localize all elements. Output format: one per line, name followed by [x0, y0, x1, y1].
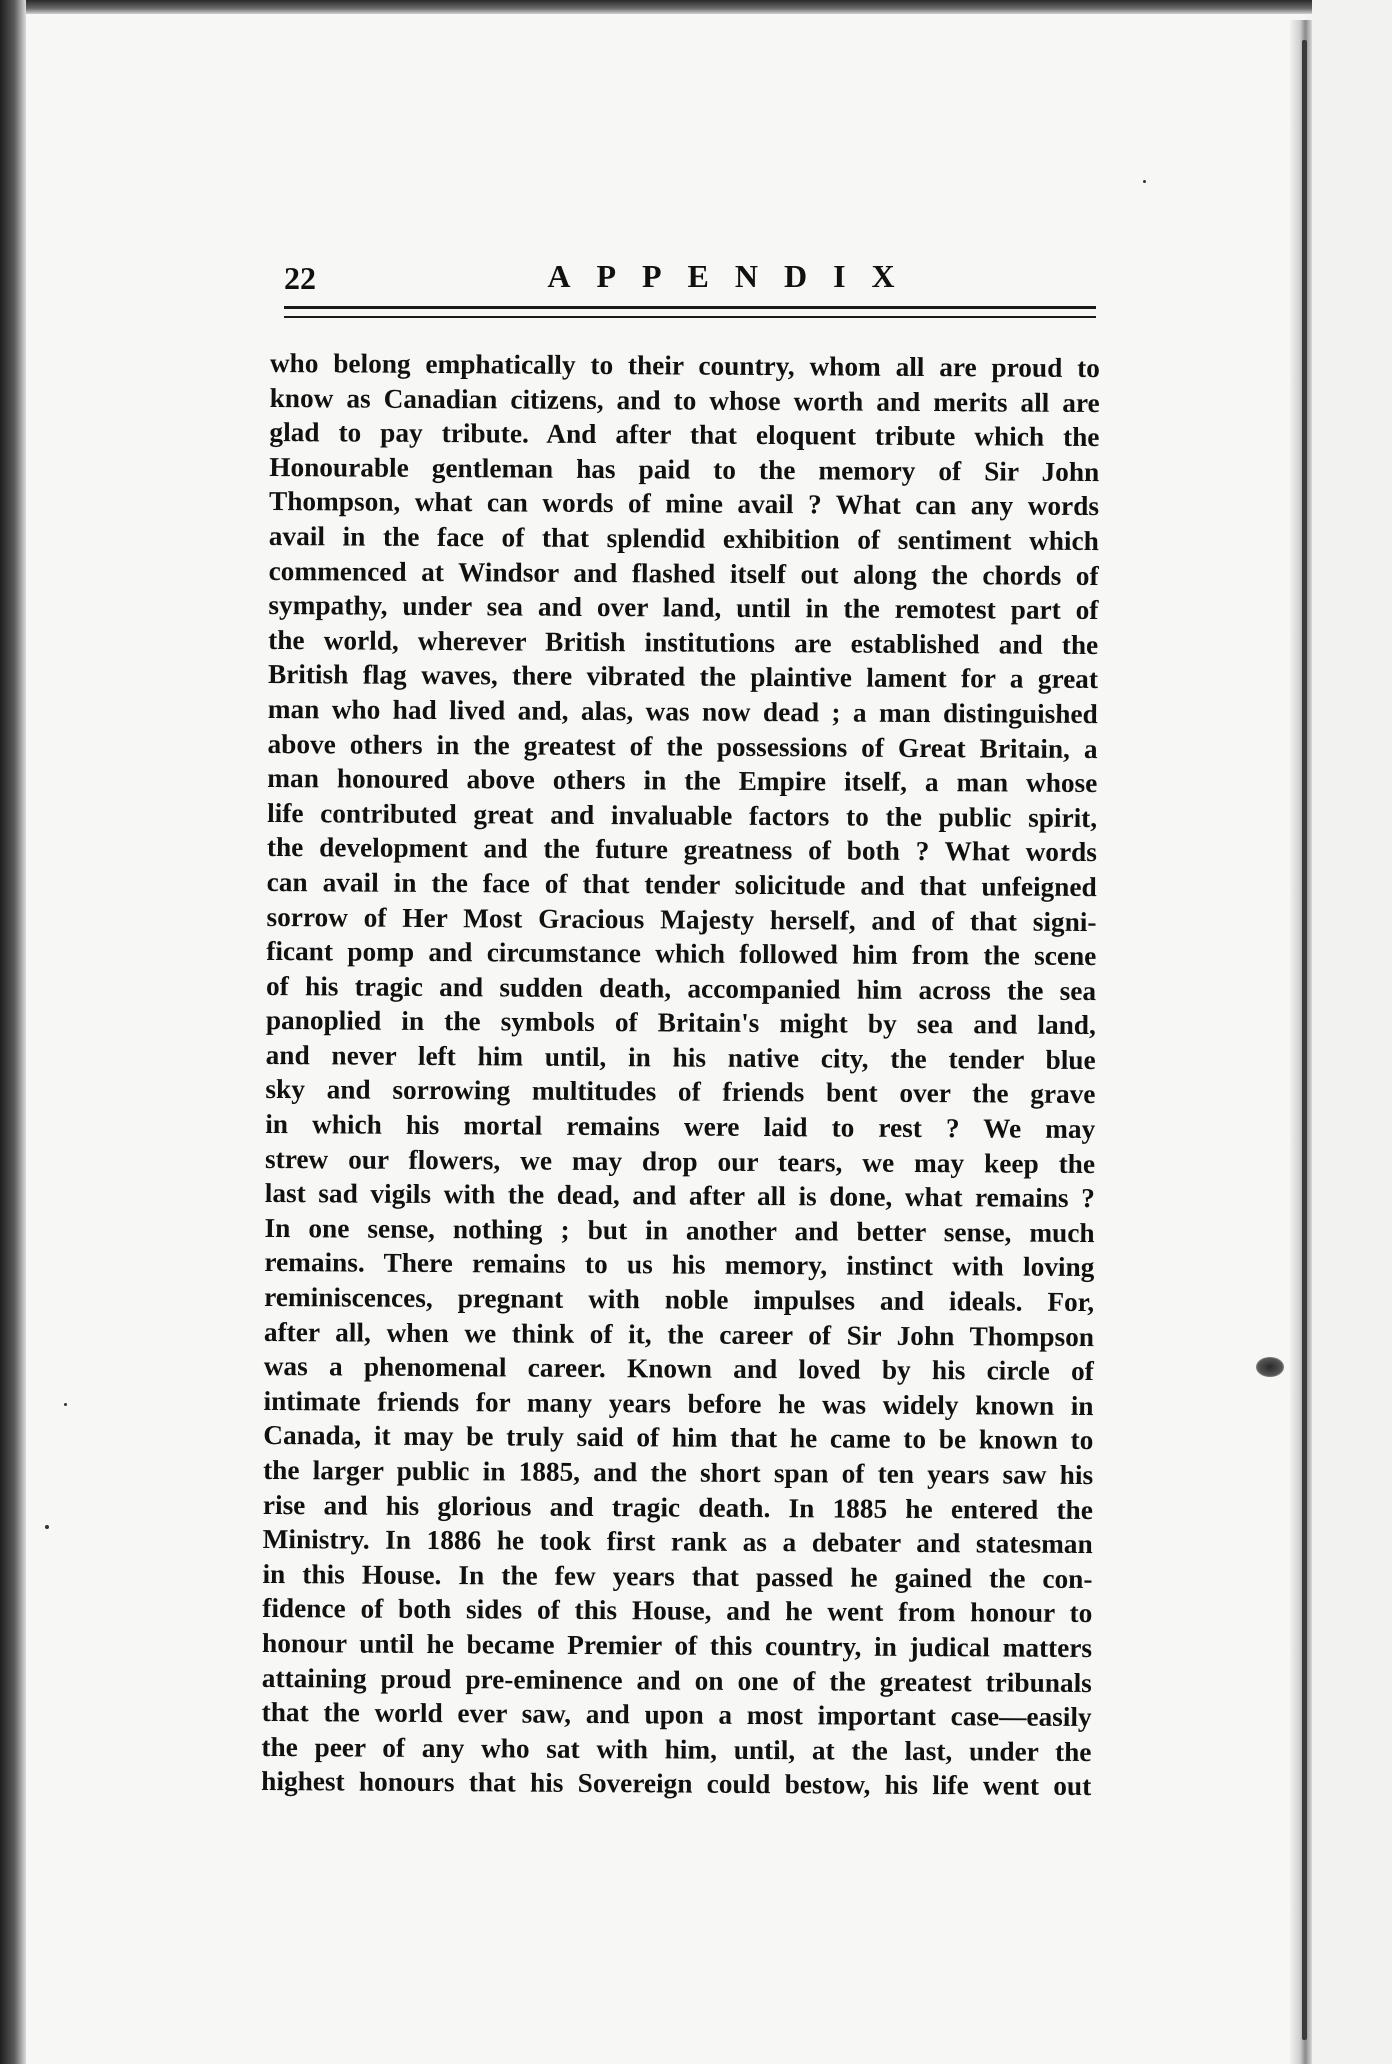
text-line: attaining proud pre-eminence and on one of the greatest tribunals	[261, 1662, 1092, 1698]
paper-speck	[1143, 180, 1146, 183]
text-line: the development and the future greatness of both ? What words	[266, 832, 1098, 868]
page-header	[284, 256, 1096, 306]
text-line: sorrow of Her Most Gracious Majesty herself, and of that signi-	[266, 901, 1097, 937]
text-line: intimate friends for many years before he was widely known in	[263, 1385, 1094, 1421]
page-number: 22	[284, 260, 316, 296]
text-line: that the world ever saw, and upon a most important case—easily	[261, 1697, 1092, 1733]
text-line: life contributed great and invaluable factors to the public spirit,	[267, 797, 1098, 833]
text-line: man honoured above others in the Empire itself, a man whose	[267, 763, 1098, 799]
text-line: strew our flowers, we may drop our tears, we may keep the	[264, 1143, 1096, 1179]
scan-top-edge	[0, 0, 1392, 14]
text-line: fidence of both sides of this House, and he went from honour to	[262, 1593, 1093, 1629]
text-line: highest honours that his Sovereign could bestow, his life went out	[261, 1766, 1092, 1802]
text-line: remains. There remains to us his memory, instinct with loving	[264, 1247, 1095, 1283]
text-line: sky and sorrowing multitudes of friends bent over the grave	[265, 1074, 1096, 1110]
text-line: last sad vigils with the dead, and after all is done, what remains ?	[264, 1178, 1095, 1214]
text-line: after all, when we think of it, the career of Sir John Thompson	[263, 1316, 1095, 1352]
body-text	[261, 346, 1100, 1804]
binding-shadow-line	[1302, 40, 1307, 2040]
text-line: know as Canadian citizens, and to whose worth and merits all are	[269, 382, 1100, 418]
text-line: rise and his glorious and tragic death. In 1885 he entered the	[262, 1489, 1093, 1525]
text-line: can avail in the face of that tender solicitude and that unfeigned	[266, 866, 1097, 902]
text-line: commenced at Windsor and flashed itself out along the chords of	[268, 555, 1099, 591]
facing-page-edge	[1312, 0, 1392, 2064]
text-line: the larger public in 1885, and the short span of ten years saw his	[263, 1454, 1094, 1491]
text-line: in which his mortal remains were laid to rest ? We may	[265, 1109, 1096, 1145]
page-binding	[1290, 20, 1312, 2064]
text-line: the world, wherever British institutions are established and the	[268, 624, 1099, 660]
paper-speck	[64, 1403, 67, 1406]
text-line: avail in the face of that splendid exhibition of sentiment which	[268, 520, 1099, 557]
text-line: in this House. In the few years that passed he gained the con-	[262, 1558, 1093, 1594]
text-line: Honourable gentleman has paid to the memory of Sir John	[269, 451, 1100, 487]
text-line: panoplied in the symbols of Britain's might by sea and land,	[265, 1005, 1096, 1041]
text-line: Ministry. In 1886 he took first rank as a debater and statesman	[262, 1524, 1093, 1560]
text-line: reminiscences, pregnant with noble impulses and ideals. For,	[264, 1282, 1095, 1318]
text-line: the peer of any who sat with him, until, at the last, under the	[261, 1731, 1092, 1767]
header-rule-top	[284, 306, 1096, 309]
text-line: who belong emphatically to their country, whom all are proud to	[269, 347, 1100, 384]
text-line: honour until he became Premier of this country, in judical matters	[261, 1627, 1093, 1664]
text-line: British flag waves, there vibrated the plaintive lament for a great	[267, 659, 1099, 695]
text-line: glad to pay tribute. And after that eloquent tribute which the	[269, 417, 1100, 453]
text-line: was a phenomenal career. Known and loved by his circle of	[263, 1351, 1094, 1387]
text-line: ficant pomp and circumstance which followed him from the scene	[266, 936, 1097, 972]
text-line: Thompson, what can words of mine avail ? What can any words	[268, 486, 1100, 522]
text-line: Canada, it may be truly said of him that he came to be known to	[263, 1420, 1094, 1456]
text-line: above others in the greatest of the possessions of Great Britain, a	[267, 728, 1098, 764]
paper-speck	[45, 1525, 49, 1529]
text-line: and never left him until, in his native city, the tender blue	[265, 1039, 1096, 1075]
text-line: of his tragic and sudden death, accompanied him across the sea	[266, 970, 1097, 1006]
text-line: In one sense, nothing ; but in another and better sense, much	[264, 1212, 1095, 1248]
header-rule-bottom	[284, 316, 1096, 318]
running-head: APPENDIX	[547, 258, 921, 294]
text-line: sympathy, under sea and over land, until in the remotest part of	[268, 590, 1099, 626]
binding-mark	[1256, 1357, 1284, 1377]
scan-left-edge	[0, 0, 26, 2064]
text-line: man who had lived and, alas, was now dead ; a man distinguished	[267, 693, 1098, 730]
